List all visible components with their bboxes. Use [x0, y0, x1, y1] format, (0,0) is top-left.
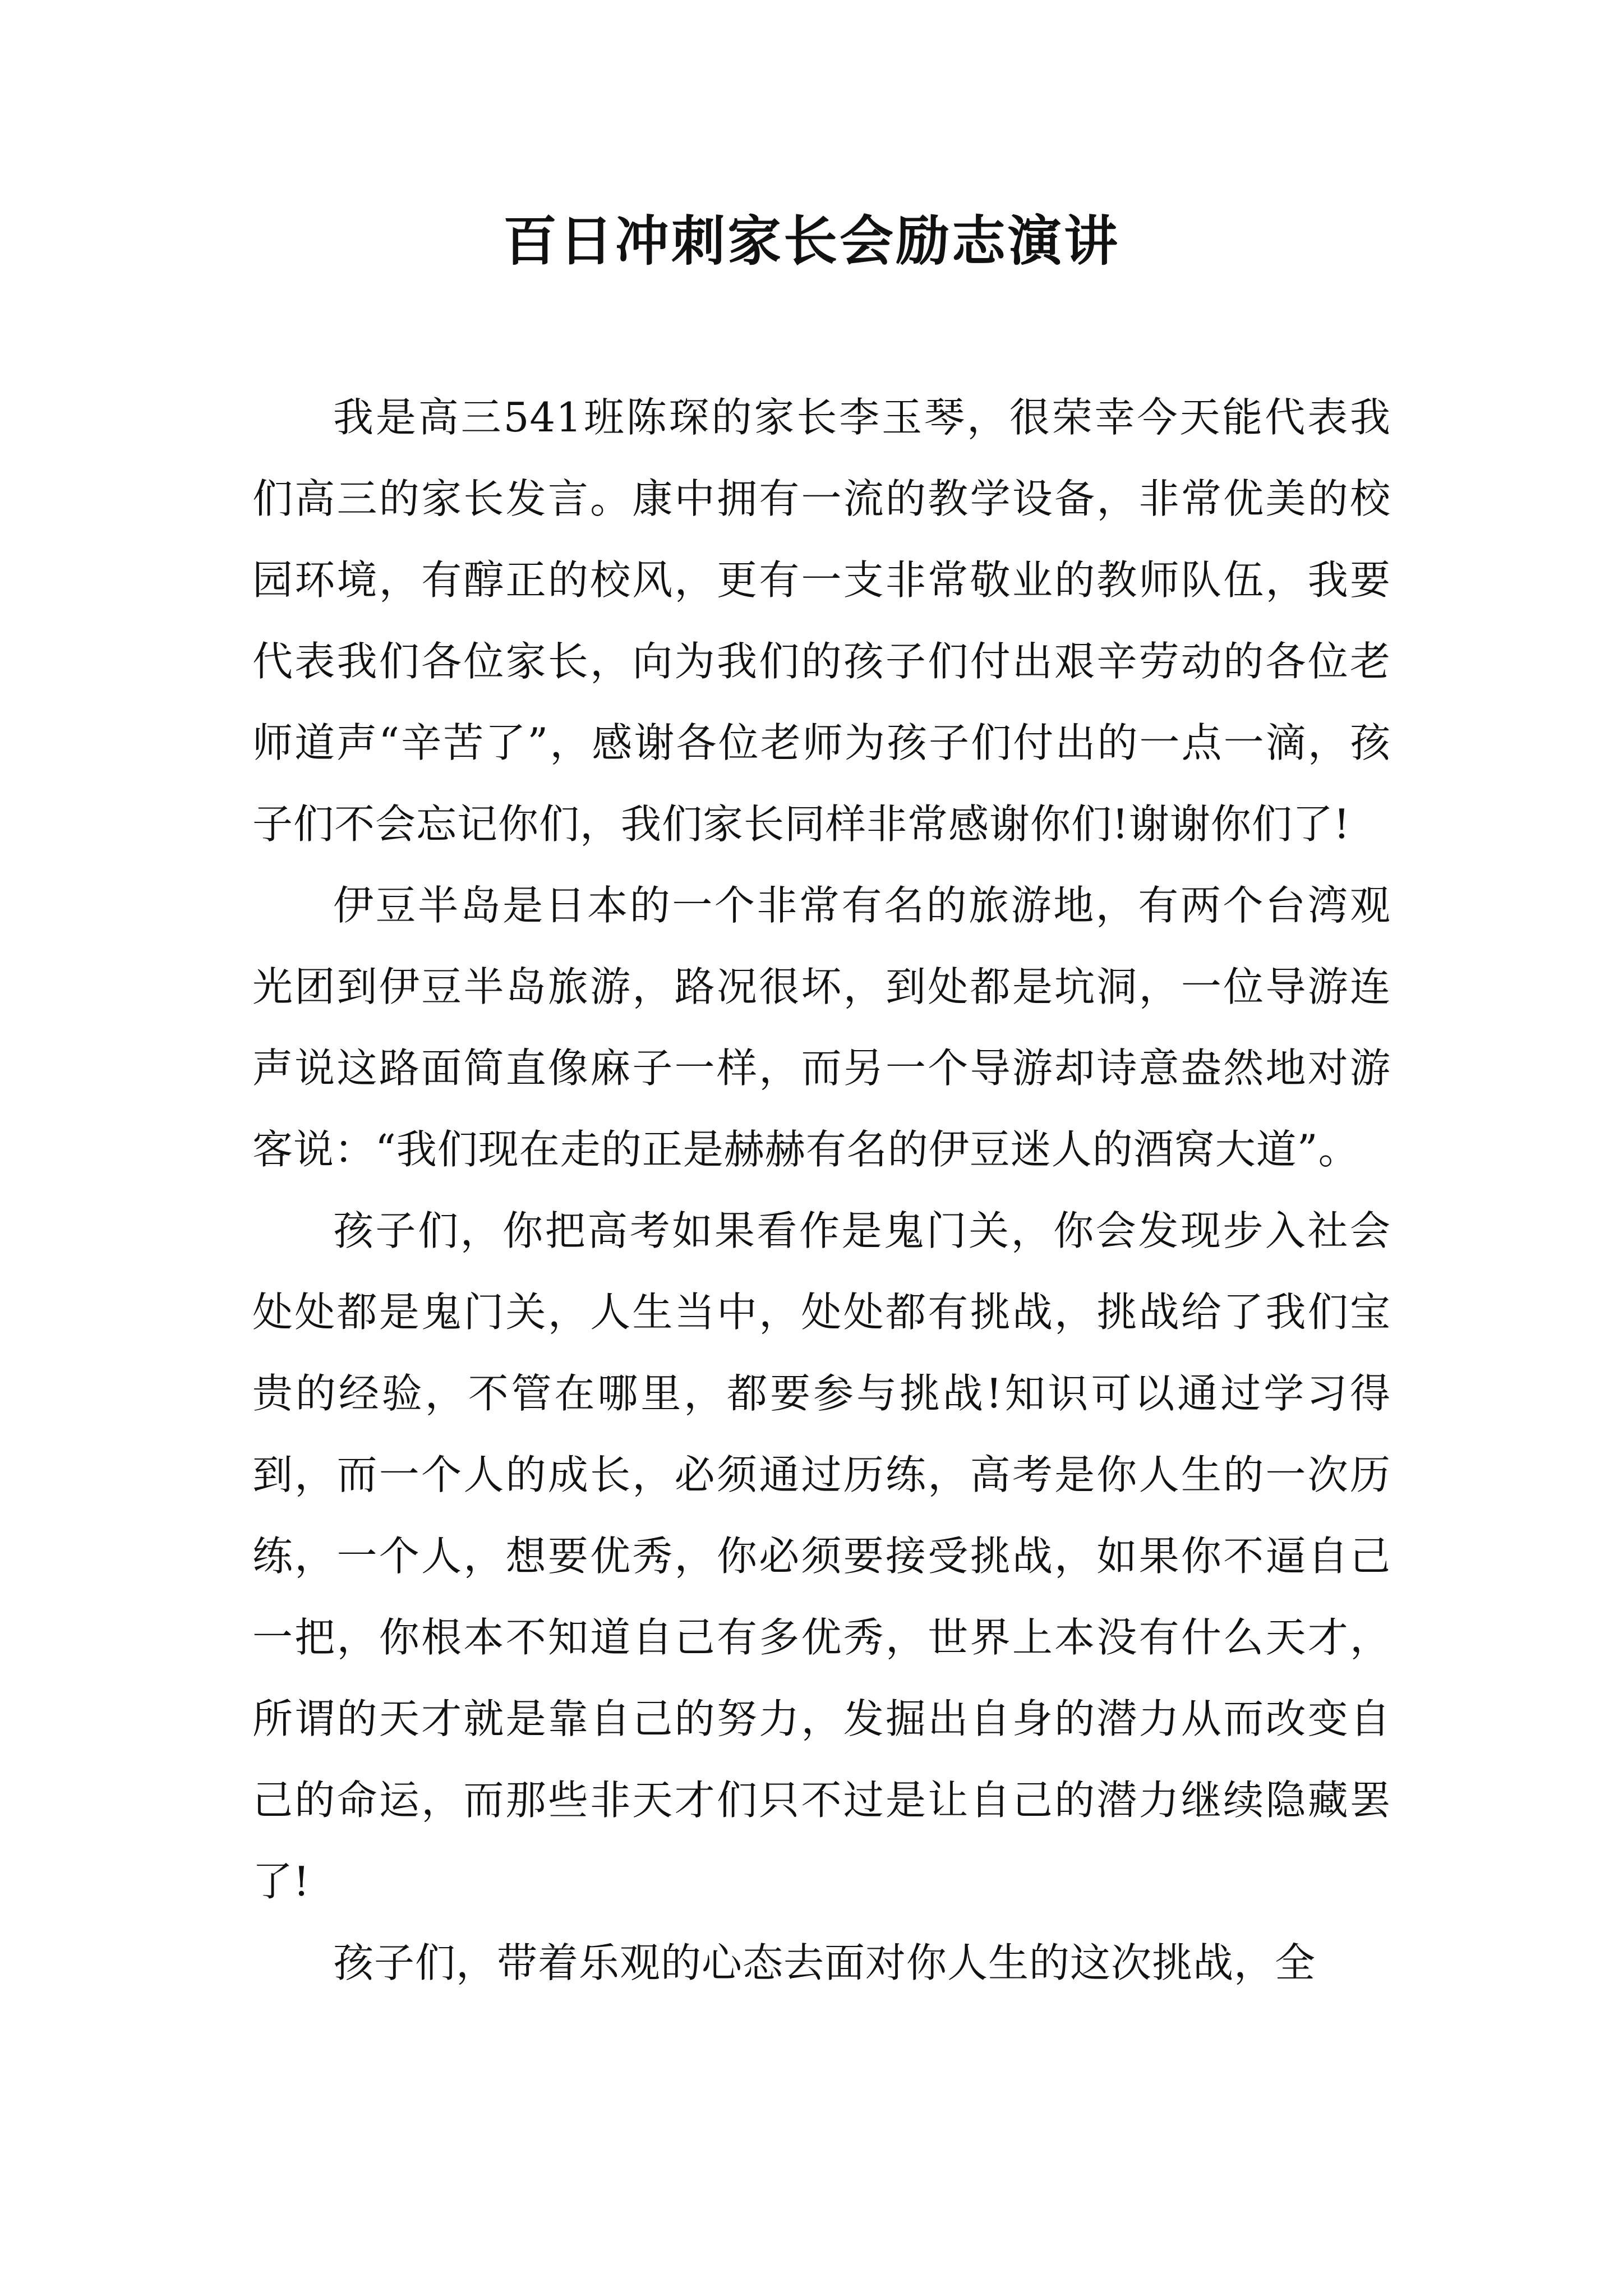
paragraph: 孩子们，你把高考如果看作是鬼门关，你会发现步入社会处处都是鬼门关，人生当中，处处都有挑战，挑战给了我们宝贵的经验，不管在哪里，都要参与挑战!知识可以通过学习得到，而一个人的成长，必须通过历练，高考是你人生的一次历练，一个人，想要优秀，你必须要接受挑战，如果你不逼自己一把，你根本不知道自己有多优秀，世界上本没有什么天才，所谓的天才就是靠自己的努力，发掘出自身的潜力从而改变自己的命运，而那些非天才们只不过是让自己的潜力继续隐藏罢了!: [252, 1207, 1391, 1905]
paragraph: 我是高三541班陈琛的家长李玉琴，很荣幸今天能代表我们高三的家长发言。康中拥有一流的教学设备，非常优美的校园环境，有醇正的校风，更有一支非常敬业的教师队伍，我要代表我们各位家长，向为我们的孩子们付出艰辛劳动的各位老师道声“辛苦了”，感谢各位老师为孩子们付出的一点一滴，孩子们不会忘记你们，我们家长同样非常感谢你们!谢谢你们了!: [252, 394, 1391, 848]
paragraph: 孩子们，带着乐观的心态去面对你人生的这次挑战，全: [333, 1939, 1316, 1986]
paragraph: 伊豆半岛是日本的一个非常有名的旅游地，有两个台湾观光团到伊豆半岛旅游，路况很坏，到处都是坑洞，一位导游连声说这路面简直像麻子一样，而另一个导游却诗意盎然地对游客说：“我们现在走的正是赫赫有名的伊豆迷人的酒窝大道”。: [252, 882, 1391, 1173]
document-title: 百日冲刺家长会励志演讲: [503, 209, 1120, 273]
document-body: [252, 377, 1391, 2004]
